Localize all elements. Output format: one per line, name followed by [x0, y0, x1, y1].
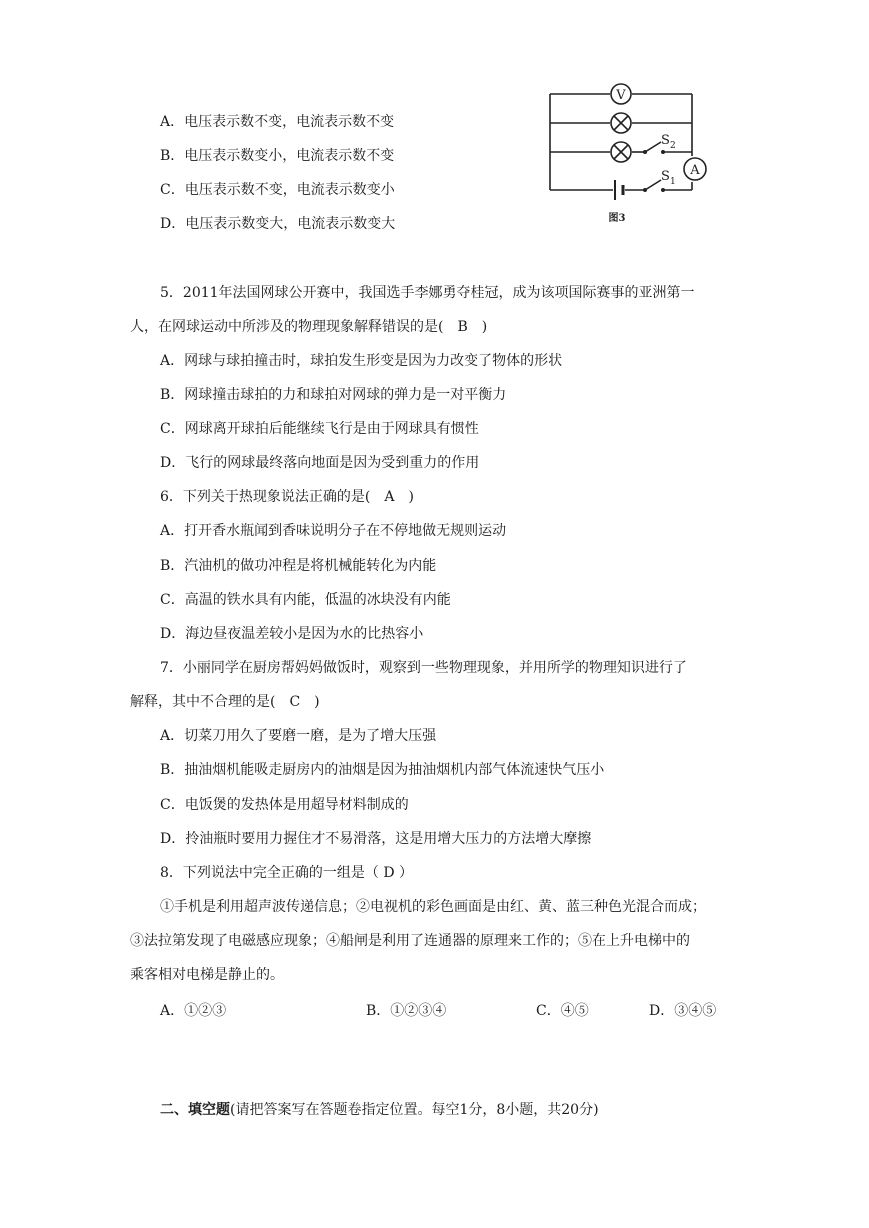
q5-stem-line1: 5．2011年法国网球公开赛中，我国选手李娜勇夺桂冠，成为该项国际赛事的亚洲第一	[160, 285, 695, 301]
q6-option-a: A．打开香水瓶闻到香味说明分子在不停地做无规则运动	[160, 523, 507, 539]
q6-option-d: D．海边昼夜温差较小是因为水的比热容小	[160, 626, 424, 642]
figure-caption: 图3	[608, 213, 626, 224]
q5-option-c: C．网球离开球拍后能继续飞行是由于网球具有惯性	[160, 421, 479, 437]
q8-option-a: A．①②③	[160, 1003, 227, 1019]
q6-option-b: B．汽油机的做功冲程是将机械能转化为内能	[160, 558, 437, 574]
q5-option-d: D．飞行的网球最终落向地面是因为受到重力的作用	[160, 455, 480, 471]
voltmeter-label: V	[616, 88, 626, 103]
switch-s1-blade	[645, 180, 661, 190]
q8-option-c: C．④⑤	[536, 1003, 589, 1019]
q5-option-a: A．网球与球拍撞击时，球拍发生形变是因为力改变了物体的形状	[160, 353, 563, 369]
q4-option-c: C．电压表示数不变，电流表示数变小	[160, 182, 395, 198]
q8-body-line1: ①手机是利用超声波传递信息；②电视机的彩色画面是由红、黄、蓝三种色光混合而成；	[160, 899, 706, 915]
switch-s1-subscript: 1	[670, 177, 676, 187]
q7-stem-line2: 解释，其中不合理的是( C )	[130, 694, 320, 710]
switch-s1-label: S	[661, 169, 670, 184]
q7-option-b: B．抽油烟机能吸走厨房内的油烟是因为抽油烟机内部气体流速快气压小	[160, 762, 605, 778]
q6-option-c: C．高温的铁水具有内能，低温的冰块没有内能	[160, 592, 451, 608]
q8-body-line3: 乘客相对电梯是静止的。	[130, 967, 284, 983]
q5-stem-line2: 人，在网球运动中所涉及的物理现象解释错误的是( B )	[130, 319, 488, 335]
section-2-title: 二、填空题	[160, 1102, 230, 1118]
switch-s2-label: S	[661, 133, 670, 148]
ammeter-label: A	[690, 163, 700, 178]
q7-option-d: D．拎油瓶时要用力握住才不易滑落，这是用增大压力的方法增大摩擦	[160, 831, 592, 847]
q7-stem-line1: 7．小丽同学在厨房帮妈妈做饭时，观察到一些物理现象，并用所学的物理知识进行了	[160, 660, 687, 676]
q8-option-b: B．①②③④	[366, 1003, 447, 1019]
q7-option-a: A．切菜刀用久了要磨一磨，是为了增大压强	[160, 728, 437, 744]
q4-option-a: A．电压表示数不变，电流表示数不变	[160, 114, 395, 130]
q8-option-d: D．③④⑤	[649, 1003, 717, 1019]
switch-s2-subscript: 2	[670, 141, 676, 151]
circuit-diagram-figure	[545, 82, 725, 236]
circuit-diagram	[545, 82, 725, 232]
q7-option-c: C．电饭煲的发热体是用超导材料制成的	[160, 797, 409, 813]
section-2-note: (请把答案写在答题卷指定位置。每空1分，8小题，共20分)	[230, 1102, 599, 1118]
q4-option-d: D．电压表示数变大，电流表示数变大	[160, 216, 396, 232]
switch-s2-blade	[645, 142, 661, 152]
section-2-heading	[160, 1100, 599, 1120]
q8-stem: 8．下列说法中完全正确的一组是（ D ）	[160, 865, 414, 881]
q6-stem: 6．下列关于热现象说法正确的是( A )	[160, 489, 414, 505]
q8-body-line2: ③法拉第发现了电磁感应现象；④船闸是利用了连通器的原理来工作的；⑤在上升电梯中的	[130, 933, 690, 949]
q5-option-b: B．网球撞击球拍的力和球拍对网球的弹力是一对平衡力	[160, 387, 507, 403]
q4-option-b: B．电压表示数变小，电流表示数不变	[160, 148, 395, 164]
q8-options-row	[160, 1000, 760, 1020]
